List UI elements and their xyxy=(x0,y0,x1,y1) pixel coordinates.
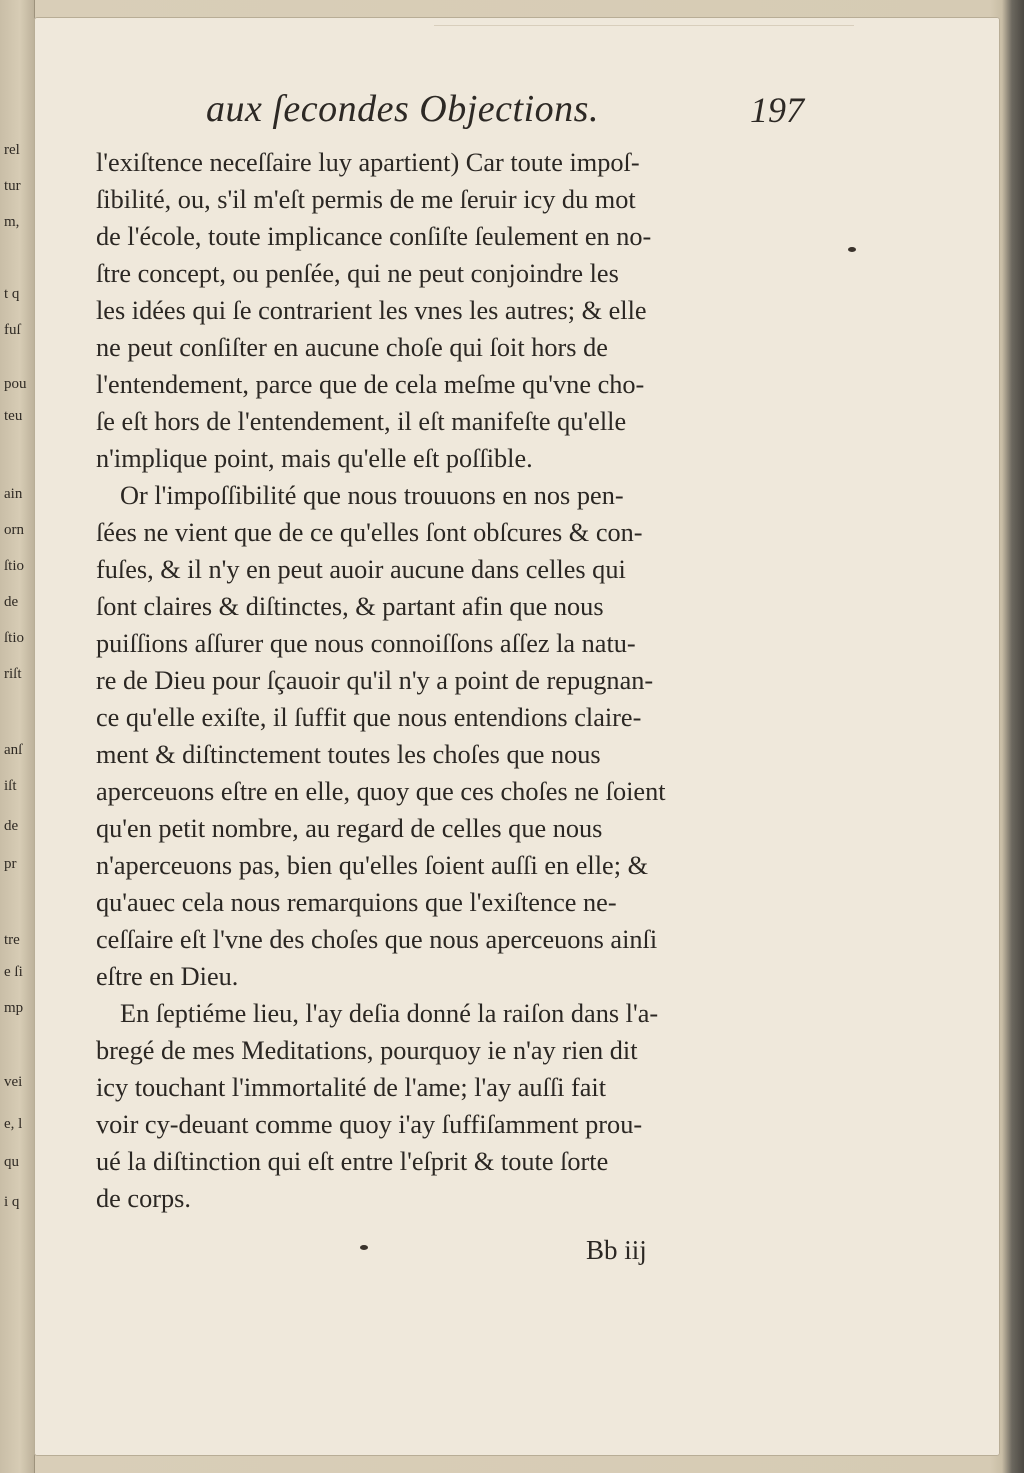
text-line: puiſſions aſſurer que nous connoiſſons aſſez la natu- xyxy=(96,629,636,658)
margin-fragment: pr xyxy=(4,856,17,872)
margin-fragment: fuſ xyxy=(4,322,21,338)
signature-mark: Bb iij xyxy=(586,1235,647,1265)
text-line: aperceuons eſtre en elle, quoy que ces choſes ne ſoient xyxy=(96,777,666,806)
margin-fragment: anſ xyxy=(4,742,23,758)
text-line: ſées ne vient que de ce qu'elles ſont obſcures & con- xyxy=(96,518,643,547)
text-line: icy touchant l'immortalité de l'ame; l'ay auſſi fait xyxy=(96,1073,607,1102)
facing-page-edge xyxy=(0,0,35,1473)
paragraph-first-line: En ſeptiéme lieu, l'ay deſia donné la raiſon dans l'a- xyxy=(120,999,659,1028)
margin-fragment: riſt xyxy=(4,666,22,682)
ink-spot xyxy=(360,1245,368,1250)
margin-fragment: ſtio xyxy=(4,558,25,574)
margin-fragment: iſt xyxy=(4,778,17,794)
text-line: ſibilité, ou, s'il m'eſt permis de me ſeruir icy du mot xyxy=(96,185,636,214)
text-line: l'entendement, parce que de cela meſme qu'vne cho- xyxy=(96,370,645,399)
text-line: les idées qui ſe contrarient les vnes les autres; & elle xyxy=(96,296,647,325)
text-line: qu'auec cela nous remarquions que l'exiſtence ne- xyxy=(96,888,617,917)
text-line: ceſſaire eſt l'vne des choſes que nous aperceuons ainſi xyxy=(96,925,658,954)
text-line: de corps. xyxy=(96,1184,191,1213)
ink-spot xyxy=(848,247,856,252)
text-line: re de Dieu pour ſçauoir qu'il n'y a point de repugnan- xyxy=(96,666,654,695)
text-line: fuſes, & il n'y en peut auoir aucune dans celles qui xyxy=(96,555,626,584)
text-line: eſtre en Dieu. xyxy=(96,962,239,991)
margin-fragment: pou xyxy=(4,376,27,392)
text-line: bregé de mes Meditations, pourquoy ie n'ay rien dit xyxy=(96,1036,638,1065)
margin-fragment: qu xyxy=(4,1154,19,1170)
margin-fragment: tur xyxy=(4,178,21,194)
text-line: ment & diſtinctement toutes les choſes que nous xyxy=(96,740,601,769)
text-line: ce qu'elle exiſte, il ſuffit que nous entendions claire- xyxy=(96,703,642,732)
page-crease xyxy=(434,25,854,26)
margin-fragment: vei xyxy=(4,1074,23,1090)
body-text xyxy=(96,144,780,1224)
text-line: de l'école, toute implicance conſiſte ſeulement en no- xyxy=(96,222,652,251)
margin-fragment: tre xyxy=(4,932,20,948)
margin-fragment: i q xyxy=(4,1194,20,1210)
margin-fragment: e, l xyxy=(4,1116,23,1132)
page-number: 197 xyxy=(750,90,804,130)
running-title: aux ſecondes Objections. xyxy=(206,88,599,130)
margin-fragment: e ſi xyxy=(4,964,23,980)
text-line: ſtre concept, ou penſée, qui ne peut conjoindre les xyxy=(96,259,619,288)
margin-fragment: de xyxy=(4,818,19,834)
margin-fragment: de xyxy=(4,594,19,610)
book-page xyxy=(34,17,1000,1456)
margin-fragment: t q xyxy=(4,286,20,302)
margin-fragment: ſtio xyxy=(4,630,25,646)
margin-fragment: mp xyxy=(4,1000,24,1016)
paragraph-first-line: Or l'impoſſibilité que nous trouuons en nos pen- xyxy=(120,481,624,510)
text-line: ſont claires & diſtinctes, & partant afin que nous xyxy=(96,592,604,621)
text-line: n'aperceuons pas, bien qu'elles ſoient auſſi en elle; & xyxy=(96,851,649,880)
margin-fragment: ain xyxy=(4,486,23,502)
text-line: n'implique point, mais qu'elle eſt poſſible. xyxy=(96,444,533,473)
text-line: ne peut conſiſter en aucune choſe qui ſoit hors de xyxy=(96,333,608,362)
text-line: ſe eſt hors de l'entendement, il eſt manifeſte qu'elle xyxy=(96,407,627,436)
margin-fragment: teu xyxy=(4,408,23,424)
margin-fragment: rel xyxy=(4,142,20,158)
margin-fragment: m, xyxy=(4,214,20,230)
running-head xyxy=(184,87,804,131)
text-line: ué la diſtinction qui eſt entre l'eſprit & toute ſorte xyxy=(96,1147,609,1176)
text-line: voir cy-deuant comme quoy i'ay ſuffiſamment prou- xyxy=(96,1110,643,1139)
text-line: qu'en petit nombre, au regard de celles que nous xyxy=(96,814,603,843)
margin-fragment: orn xyxy=(4,522,24,538)
text-line: l'exiſtence neceſſaire luy apartient) Car toute impoſ- xyxy=(96,148,640,177)
